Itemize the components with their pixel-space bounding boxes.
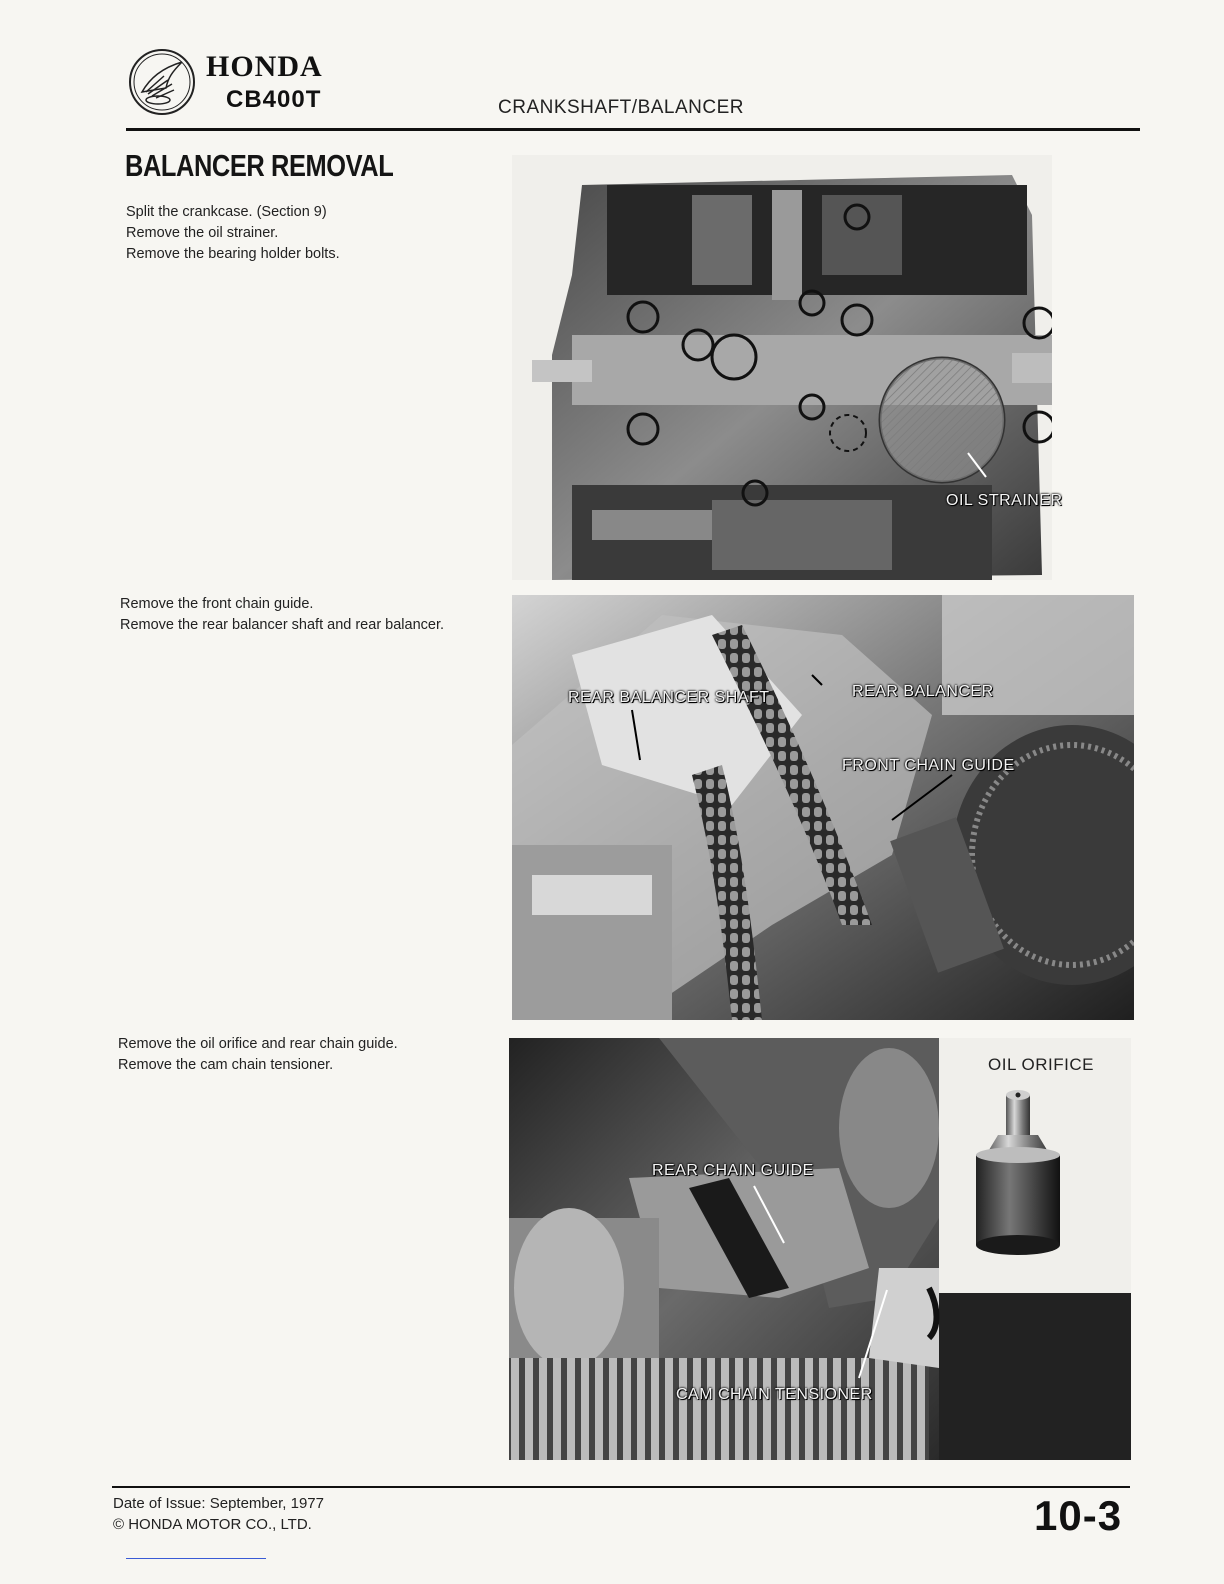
- instruction-line: Remove the oil orifice and rear chain guide.: [118, 1036, 398, 1052]
- callout-rear-chain-guide: REAR CHAIN GUIDE: [652, 1162, 814, 1179]
- model-name: CB400T: [226, 86, 322, 113]
- callout-rear-balancer: REAR BALANCER: [852, 683, 994, 700]
- footer-issue-info: [113, 1493, 324, 1535]
- instruction-line: Remove the cam chain tensioner.: [118, 1057, 334, 1073]
- footer-rule: [112, 1486, 1130, 1488]
- callout-oil-strainer: OIL STRAINER: [946, 492, 1063, 509]
- instruction-line: Remove the oil strainer.: [126, 225, 279, 241]
- brand-name: HONDA: [206, 50, 323, 83]
- callout-front-chain-guide: FRONT CHAIN GUIDE: [842, 757, 1015, 774]
- instructions-group-1: [126, 202, 486, 265]
- instruction-line: Split the crankcase. (Section 9): [126, 204, 327, 220]
- instruction-line: Remove the bearing holder bolts.: [126, 246, 340, 262]
- honda-wing-logo: [128, 48, 196, 116]
- instructions-group-3: [118, 1034, 490, 1076]
- photo-oil-strainer: [512, 155, 1052, 580]
- instruction-line: Remove the front chain guide.: [120, 596, 314, 612]
- callout-rear-balancer-shaft: REAR BALANCER SHAFT: [568, 689, 770, 706]
- oil-orifice-label: OIL ORIFICE: [988, 1055, 1094, 1074]
- oil-orifice-part-image: [968, 1085, 1068, 1260]
- section-heading: CRANKSHAFT/BALANCER: [498, 97, 744, 118]
- page-number: 10-3: [1034, 1492, 1123, 1539]
- issue-date: Date of Issue: September, 1977: [113, 1495, 324, 1512]
- page-title: BALANCER REMOVAL: [125, 148, 394, 183]
- link-underline: [126, 1558, 266, 1559]
- copyright: © HONDA MOTOR CO., LTD.: [113, 1516, 312, 1533]
- instructions-group-2: [120, 594, 488, 636]
- callout-cam-chain-tensioner: CAM CHAIN TENSIONER: [676, 1386, 873, 1403]
- header-rule: [126, 128, 1140, 131]
- instruction-line: Remove the rear balancer shaft and rear balancer.: [120, 617, 445, 633]
- photo-rear-balancer: [512, 595, 1134, 1020]
